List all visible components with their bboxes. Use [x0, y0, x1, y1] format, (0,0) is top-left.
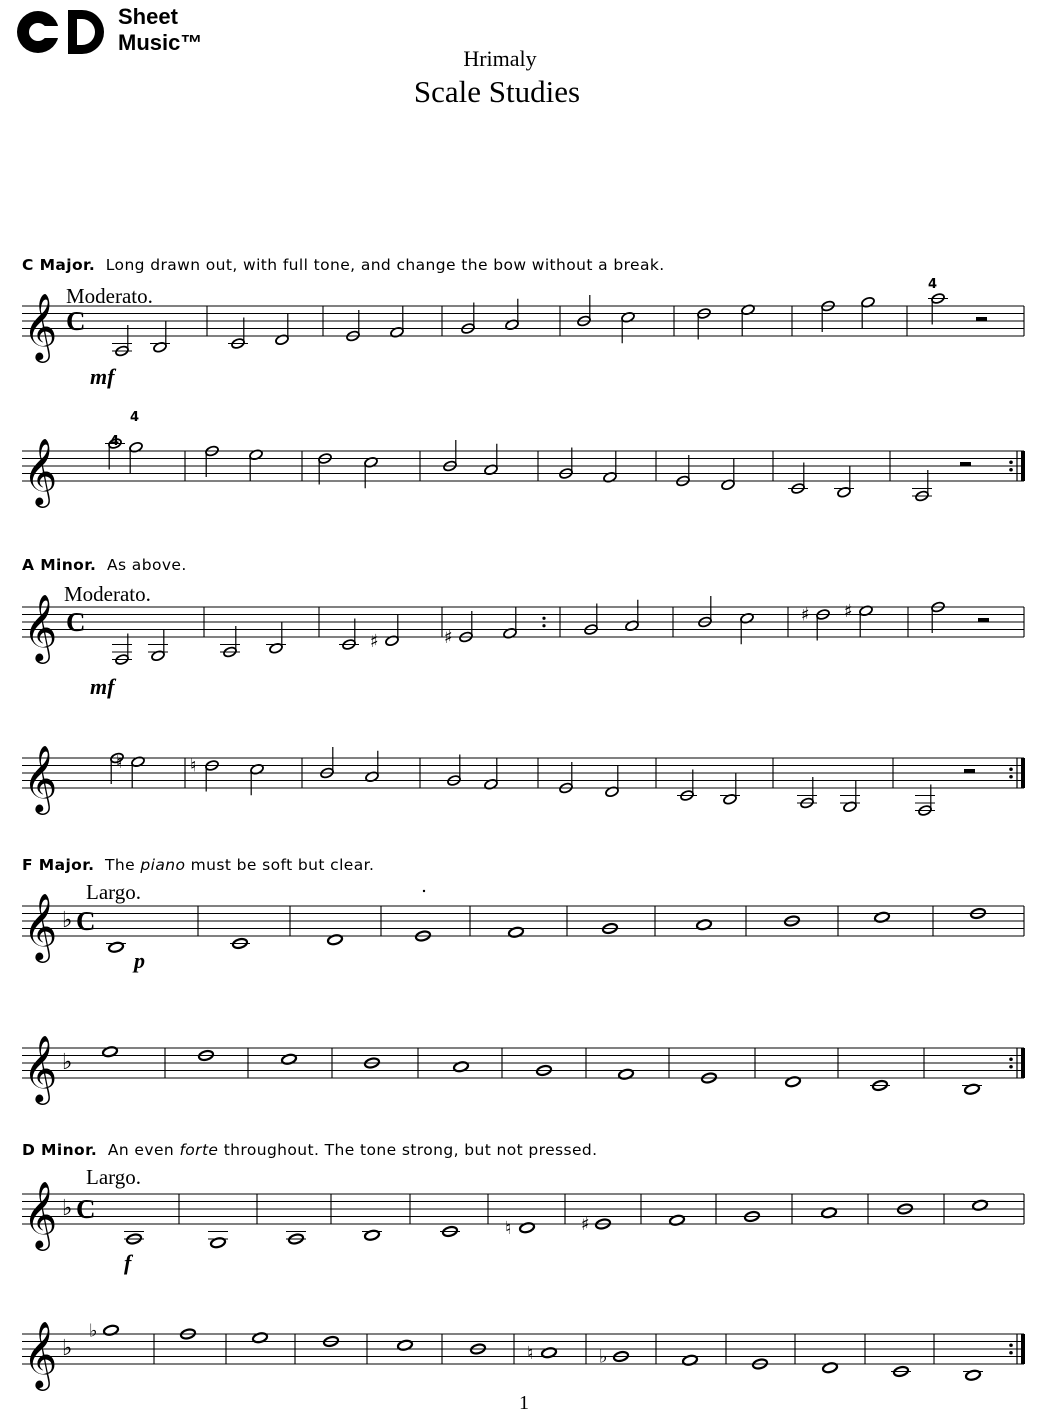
treble-clef: 𝄞 — [23, 1180, 58, 1248]
key-signature-flat: ♭ — [62, 1196, 73, 1221]
accidental: ♮ — [505, 1217, 512, 1239]
treble-clef: 𝄞 — [23, 1320, 58, 1388]
tempo-marking: Moderato. — [66, 284, 153, 308]
page-title: Scale Studies — [413, 74, 581, 109]
staff — [22, 1034, 1025, 1105]
treble-clef: 𝄞 — [23, 744, 58, 812]
staff — [22, 892, 1024, 963]
half-rest — [976, 317, 987, 321]
staff — [22, 744, 1025, 817]
repeat-dot — [1009, 468, 1013, 472]
accidental: ♮ — [527, 1342, 534, 1364]
staff — [22, 1180, 1024, 1251]
key-signature-flat: ♭ — [62, 908, 73, 933]
repeat-dot — [1009, 1343, 1013, 1347]
svg-text:Sheet: Sheet — [118, 4, 178, 29]
accidental: ♯ — [370, 630, 379, 652]
svg-text:Music™: Music™ — [118, 30, 203, 55]
treble-clef: 𝄞 — [23, 437, 58, 505]
repeat-dot — [1009, 1351, 1013, 1355]
dynamic-marking: mf — [90, 364, 115, 389]
repeat-dot — [1009, 767, 1013, 771]
staff — [22, 292, 1024, 363]
staff — [22, 1320, 1025, 1391]
repeat-dot — [542, 624, 545, 627]
final-barline-thick — [1021, 451, 1025, 481]
fingering-number: 4 — [130, 410, 140, 425]
time-signature-common: C — [66, 607, 86, 637]
repeat-dot — [1009, 775, 1013, 779]
dynamic-marking: f — [124, 1250, 132, 1275]
section-heading-c-major: C Major. Long drawn out, with full tone, and change the bow without a break. — [22, 256, 665, 274]
repeat-dot — [1009, 460, 1013, 464]
time-signature-common: C — [76, 906, 96, 936]
accidental: ♮ — [116, 751, 123, 773]
speck — [423, 890, 425, 892]
accidental: ♭ — [89, 1320, 98, 1342]
treble-clef: 𝄞 — [23, 593, 58, 661]
tempo-marking: Moderato. — [64, 582, 151, 606]
time-signature-common: C — [76, 1194, 96, 1224]
half-rest — [960, 462, 971, 466]
half-rest — [964, 769, 975, 773]
page-number: 1 — [519, 1392, 529, 1414]
treble-clef: 𝄞 — [23, 1034, 58, 1102]
final-barline-thick — [1021, 1048, 1025, 1078]
section-heading-f-major: F Major. The piano must be soft but clear. — [22, 856, 375, 874]
staff — [22, 593, 1024, 666]
dynamic-marking: mf — [90, 674, 115, 699]
repeat-dot — [542, 617, 545, 620]
half-rest — [978, 618, 989, 622]
treble-clef: 𝄞 — [23, 892, 58, 960]
accidental: ♯ — [801, 604, 810, 626]
fingering-number: 4 — [110, 434, 120, 449]
final-barline-thick — [1021, 1334, 1025, 1364]
time-signature-common: C — [66, 306, 86, 336]
accidental: ♯ — [581, 1214, 590, 1235]
section-heading-a-minor: A Minor. As above. — [22, 556, 187, 574]
composer-name: Hrimaly — [463, 46, 537, 71]
repeat-dot — [1009, 1057, 1013, 1061]
final-barline-thick — [1021, 758, 1025, 788]
accidental: ♮ — [190, 755, 197, 777]
key-signature-flat: ♭ — [62, 1050, 73, 1075]
accidental: ♭ — [599, 1346, 608, 1368]
accidental: ♯ — [844, 600, 853, 622]
key-signature-flat: ♭ — [62, 1336, 73, 1361]
section-heading-d-minor: D Minor. An even forte throughout. The tone strong, but not pressed. — [22, 1141, 598, 1159]
staff — [22, 437, 1025, 508]
fingering-number: 4 — [928, 277, 938, 292]
tempo-marking: Largo. — [86, 880, 142, 904]
dynamic-marking: p — [134, 948, 145, 973]
tempo-marking: Largo. — [86, 1165, 142, 1189]
accidental: ♯ — [444, 627, 453, 648]
repeat-dot — [1009, 1065, 1013, 1069]
treble-clef: 𝄞 — [23, 292, 58, 360]
